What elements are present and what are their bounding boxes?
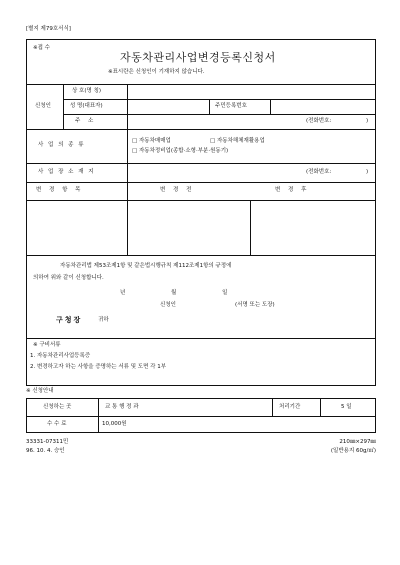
business-type-label: 사 업 의 종 류 <box>38 142 86 148</box>
fee-value: 10,000원 <box>102 421 127 427</box>
change-item-field[interactable] <box>27 201 126 254</box>
applicant-section-label: 신청인 <box>35 103 51 109</box>
change-item-header: 변 경 항 목 <box>36 187 84 193</box>
guide-title: ※ 신청안내 <box>26 388 54 394</box>
business-type-option-2-label: 자동차해체재활용업 <box>216 138 265 144</box>
form-number-label: [별지 제79호서식] <box>26 26 71 32</box>
before-change-header: 변 경 전 <box>160 187 195 193</box>
resident-number-label: 주민등록번호 <box>215 103 247 109</box>
business-name-label: 상 호(명 칭) <box>72 88 102 94</box>
after-change-header: 변 경 후 <box>275 187 310 193</box>
after-change-field[interactable] <box>251 201 375 254</box>
office-phone-close: ) <box>366 169 369 175</box>
business-type-option-1[interactable] <box>132 139 171 145</box>
resident-number-field[interactable] <box>271 100 375 113</box>
signer-name-field[interactable] <box>180 298 230 310</box>
checkbox-icon: □ <box>132 138 139 144</box>
footer-form-code: 33331-07311민 <box>26 439 69 445</box>
attachment-item-2: 2. 변경하고자 하는 사항을 증명하는 서류 및 도면 각 1부 <box>30 364 167 370</box>
address-label: 주 소 <box>75 118 97 124</box>
office-phone-label: (전화번호: <box>306 169 332 175</box>
submit-office-label: 신청하는 곳 <box>43 404 72 410</box>
signer-label: 신청인 <box>160 302 176 308</box>
applicant-phone-close: ) <box>366 118 369 124</box>
signature-note: (서명 또는 도장) <box>235 302 275 308</box>
representative-name-label: 성 명(대표자) <box>70 103 103 109</box>
business-type-option-1-label: 자동차매매업 <box>138 138 171 144</box>
business-type-option-2[interactable] <box>210 139 265 145</box>
footer-approval-date: 96. 10. 4. 승인 <box>26 448 65 454</box>
footer-paper-type: (일반용지 60g/㎡) <box>330 448 376 454</box>
applicant-phone-label: (전화번호: <box>306 118 332 124</box>
application-date[interactable]: 년 월 일 <box>120 290 250 296</box>
declaration-line-2: 의하여 위와 같이 신청합니다. <box>33 275 104 281</box>
declaration-line-1: 자동차관리법 제53조제1항 및 같은법시행규칙 제112조제1항의 규정에 <box>60 263 232 269</box>
attachments-title: ※ 구비서류 <box>33 342 61 348</box>
processing-period-value: 5 일 <box>341 404 352 410</box>
business-type-option-3-label: 자동차정비업(종합·소형·부분·원동기) <box>138 148 229 154</box>
submit-office-value: 교 통 행 정 과 <box>105 404 139 410</box>
form-note: ※표시란은 신청인이 기재하지 않습니다. <box>108 69 205 75</box>
fee-label: 수 수 료 <box>47 421 67 427</box>
before-change-field[interactable] <box>128 201 249 254</box>
attachment-item-1: 1. 자동차관리사업등록증 <box>30 353 91 359</box>
address-field[interactable] <box>128 115 298 128</box>
representative-name-field[interactable] <box>128 100 208 113</box>
receipt-number-label: ※접 수 <box>33 45 50 51</box>
recipient-suffix: 귀하 <box>98 317 109 323</box>
checkbox-icon: □ <box>210 138 217 144</box>
business-type-option-3[interactable] <box>132 149 228 155</box>
recipient-name: 구청장 <box>56 316 83 324</box>
processing-period-label: 처리기간 <box>279 404 301 410</box>
checkbox-icon: □ <box>132 148 139 154</box>
office-location-label: 사 업 장 소 재 지 <box>38 169 96 175</box>
office-location-field[interactable] <box>128 164 298 181</box>
form-title: 자동차관리사업변경등록신청서 <box>120 51 276 64</box>
footer-paper-size: 210㎜×297㎜ <box>339 439 376 445</box>
business-name-field[interactable] <box>128 85 375 98</box>
